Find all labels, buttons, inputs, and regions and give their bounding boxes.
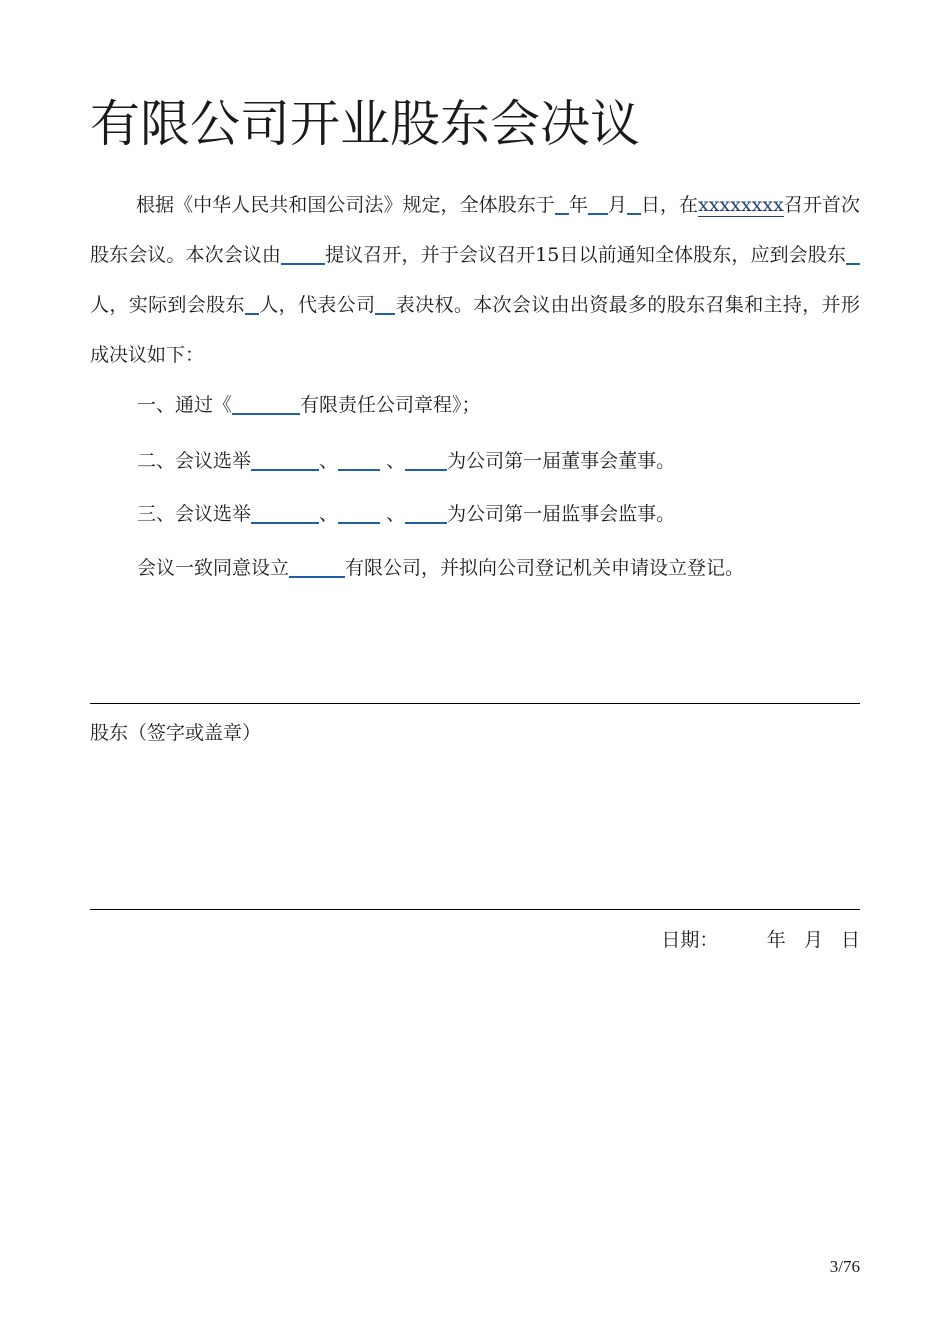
date-line	[661, 925, 860, 955]
document-title: 有限公司开业股东会决议	[90, 95, 640, 153]
day-blank	[627, 193, 641, 215]
item2-separator-2: 、	[386, 450, 406, 472]
p1-text-1: 根据《中华人民共和国公司法》规定，全体股东于	[136, 194, 555, 216]
p1-text-8: 人，代表公司	[258, 294, 376, 316]
item3-prefix: 三、会议选举	[137, 503, 252, 525]
date-year-label: 年	[766, 929, 786, 951]
meeting-place: xxxxxxxx	[698, 194, 784, 216]
expected-count-blank	[846, 243, 860, 265]
year-blank	[555, 193, 569, 215]
p1-text-5: 召开首次股东会议。本次会议由	[90, 194, 860, 266]
established-company-blank	[289, 556, 345, 578]
item3-separator-1: 、	[319, 503, 339, 525]
director-1-blank	[251, 449, 319, 471]
signature-divider-bottom	[90, 909, 860, 910]
item2-suffix: 为公司第一届董事会董事。	[447, 450, 676, 472]
p1-text-7: 人，实际到会股东	[90, 294, 245, 316]
p1-text-6: 提议召开，并于会议召开15日以前通知全体股东，应到会股东	[325, 244, 846, 266]
p1-text-4: 日，在	[640, 194, 699, 216]
date-month-label: 月	[803, 929, 823, 951]
resolution-item-4	[137, 553, 744, 583]
date-label: 日期：	[661, 929, 719, 951]
item1-suffix: 有限责任公司章程》；	[300, 394, 481, 416]
p1-text-3: 月	[607, 194, 627, 216]
supervisor-3-blank	[405, 502, 447, 524]
resolution-item-1	[137, 390, 481, 420]
item4-suffix: 有限公司，并拟向公司登记机关申请设立登记。	[345, 557, 745, 579]
month-blank	[588, 193, 608, 215]
item2-separator-1: 、	[319, 450, 339, 472]
resolution-item-3	[137, 499, 675, 529]
date-day-label: 日	[840, 929, 860, 951]
director-3-blank	[405, 449, 447, 471]
item2-prefix: 二、会议选举	[137, 450, 252, 472]
voting-share-blank	[375, 293, 395, 315]
proposer-blank	[281, 243, 325, 265]
item1-prefix: 一、通过《	[137, 394, 233, 416]
director-2-blank	[338, 449, 380, 471]
shareholder-signature-label: 股东（签字或盖章）	[90, 722, 262, 744]
actual-count-blank	[245, 293, 259, 315]
page-number: 3/76	[829, 1257, 860, 1276]
signature-divider-top	[90, 703, 860, 704]
item3-suffix: 为公司第一届监事会监事。	[447, 503, 676, 525]
supervisor-1-blank	[251, 502, 319, 524]
item3-separator-2: 、	[386, 503, 406, 525]
company-name-blank	[232, 393, 300, 415]
opening-paragraph	[90, 180, 860, 380]
p1-text-9: 表决权。本次会议由出资最多的股东召集和主持，并形成决议如下：	[90, 294, 860, 366]
supervisor-2-blank	[338, 502, 380, 524]
item4-prefix: 会议一致同意设立	[137, 557, 290, 579]
p1-text-2: 年	[568, 194, 588, 216]
resolution-item-2	[137, 446, 675, 476]
